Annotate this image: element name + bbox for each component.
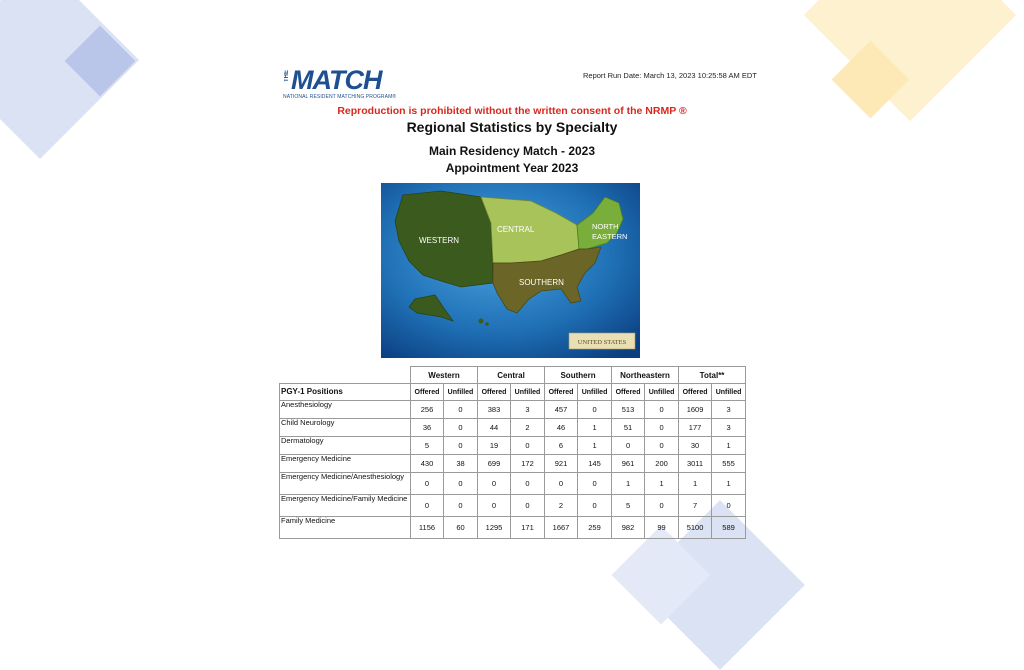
unfilled-value: 0: [578, 401, 612, 419]
col-offered: Offered: [545, 384, 578, 401]
unfilled-value: 1: [645, 473, 679, 495]
offered-value: 383: [478, 401, 511, 419]
unfilled-value: 3: [712, 419, 746, 437]
unfilled-value: 0: [578, 473, 612, 495]
unfilled-value: 1: [712, 437, 746, 455]
offered-value: 982: [612, 517, 645, 539]
region-header: Total**: [679, 367, 746, 384]
unfilled-value: 0: [645, 419, 679, 437]
decor-diamond-top-left: [0, 0, 139, 159]
offered-value: 0: [612, 437, 645, 455]
page-subtitle-year: Appointment Year 2023: [445, 161, 579, 175]
table-row: [280, 473, 746, 495]
unfilled-value: 2: [511, 419, 545, 437]
offered-value: 5: [411, 437, 444, 455]
unfilled-value: 0: [444, 473, 478, 495]
unfilled-value: 0: [645, 401, 679, 419]
page-subtitle-match: Main Residency Match - 2023: [428, 144, 596, 158]
offered-value: 6: [545, 437, 578, 455]
page-title: Regional Statistics by Specialty: [406, 119, 618, 135]
offered-value: 46: [545, 419, 578, 437]
offered-value: 177: [679, 419, 712, 437]
nrmp-logo: [283, 65, 405, 102]
unfilled-value: 1: [578, 419, 612, 437]
offered-value: 1156: [411, 517, 444, 539]
table-row: [280, 419, 746, 437]
unfilled-value: 0: [444, 437, 478, 455]
unfilled-value: 0: [645, 495, 679, 517]
offered-value: 19: [478, 437, 511, 455]
unfilled-value: 171: [511, 517, 545, 539]
specialty-name: Emergency Medicine/Anesthesiology: [280, 473, 411, 495]
region-header: Central: [478, 367, 545, 384]
unfilled-value: 0: [511, 437, 545, 455]
unfilled-value: 555: [712, 455, 746, 473]
unfilled-value: 1: [578, 437, 612, 455]
row-header-label: PGY-1 Positions: [280, 384, 411, 401]
col-offered: Offered: [679, 384, 712, 401]
table-row: [280, 517, 746, 539]
label-eastern: EASTERN: [592, 232, 628, 241]
specialty-name: Emergency Medicine: [280, 455, 411, 473]
unfilled-value: 38: [444, 455, 478, 473]
offered-value: 256: [411, 401, 444, 419]
offered-value: 1667: [545, 517, 578, 539]
unfilled-value: 3: [712, 401, 746, 419]
unfilled-value: 0: [444, 495, 478, 517]
offered-value: 1: [612, 473, 645, 495]
offered-value: 51: [612, 419, 645, 437]
offered-value: 5: [612, 495, 645, 517]
table-row: [280, 495, 746, 517]
offered-value: 0: [411, 473, 444, 495]
col-unfilled: Unfilled: [645, 384, 679, 401]
unfilled-value: 172: [511, 455, 545, 473]
offered-value: 0: [478, 495, 511, 517]
region-hawaii: [479, 319, 484, 324]
label-north: NORTH: [592, 222, 619, 231]
unfilled-value: 0: [444, 419, 478, 437]
offered-value: 513: [612, 401, 645, 419]
logo-the-text: THE: [284, 70, 290, 82]
offered-value: 7: [679, 495, 712, 517]
unfilled-value: 589: [712, 517, 746, 539]
offered-value: 921: [545, 455, 578, 473]
decor-diamond-top-right: [804, 0, 1016, 121]
unfilled-value: 3: [511, 401, 545, 419]
specialty-name: Anesthesiology: [280, 401, 411, 419]
table-row: [280, 455, 746, 473]
unfilled-value: 60: [444, 517, 478, 539]
unfilled-value: 99: [645, 517, 679, 539]
offered-value: 699: [478, 455, 511, 473]
unfilled-value: 0: [645, 437, 679, 455]
reproduction-warning: Reproduction is prohibited without the written consent of the NRMP ®: [337, 105, 687, 117]
unfilled-value: 0: [511, 473, 545, 495]
logo-subtitle: NATIONAL RESIDENT MATCHING PROGRAM®: [283, 94, 397, 100]
unfilled-value: 0: [511, 495, 545, 517]
offered-value: 1: [679, 473, 712, 495]
offered-value: 1609: [679, 401, 712, 419]
unfilled-value: 0: [444, 401, 478, 419]
offered-value: 30: [679, 437, 712, 455]
offered-value: 1295: [478, 517, 511, 539]
offered-value: 457: [545, 401, 578, 419]
region-header: Northeastern: [612, 367, 679, 384]
col-unfilled: Unfilled: [511, 384, 545, 401]
col-offered: Offered: [411, 384, 444, 401]
specialty-name: Emergency Medicine/Family Medicine: [280, 495, 411, 517]
col-unfilled: Unfilled: [578, 384, 612, 401]
specialty-name: Family Medicine: [280, 517, 411, 539]
table-row: [280, 437, 746, 455]
offered-value: 5100: [679, 517, 712, 539]
table-row: [280, 401, 746, 419]
unfilled-value: 259: [578, 517, 612, 539]
label-southern: SOUTHERN: [519, 278, 564, 287]
unfilled-value: 145: [578, 455, 612, 473]
map-caption: UNITED STATES: [577, 339, 627, 346]
logo-match-text: MATCH: [291, 65, 382, 95]
unfilled-value: 0: [712, 495, 746, 517]
us-regions-map: [381, 183, 640, 358]
report-run-date: Report Run Date: March 13, 2023 10:25:58 AM EDT: [583, 71, 757, 80]
offered-value: 0: [411, 495, 444, 517]
unfilled-value: 200: [645, 455, 679, 473]
specialty-name: Child Neurology: [280, 419, 411, 437]
col-offered: Offered: [478, 384, 511, 401]
col-unfilled: Unfilled: [712, 384, 746, 401]
offered-value: 430: [411, 455, 444, 473]
offered-value: 36: [411, 419, 444, 437]
label-central: CENTRAL: [497, 225, 535, 234]
unfilled-value: 1: [712, 473, 746, 495]
offered-value: 961: [612, 455, 645, 473]
region-header: Western: [411, 367, 478, 384]
specialty-name: Dermatology: [280, 437, 411, 455]
unfilled-value: 0: [578, 495, 612, 517]
col-unfilled: Unfilled: [444, 384, 478, 401]
offered-value: 44: [478, 419, 511, 437]
region-header: Southern: [545, 367, 612, 384]
regional-stats-table: [279, 366, 746, 539]
col-offered: Offered: [612, 384, 645, 401]
offered-value: 3011: [679, 455, 712, 473]
offered-value: 0: [478, 473, 511, 495]
table-corner: [280, 367, 411, 384]
offered-value: 2: [545, 495, 578, 517]
offered-value: 0: [545, 473, 578, 495]
label-western: WESTERN: [419, 236, 459, 245]
